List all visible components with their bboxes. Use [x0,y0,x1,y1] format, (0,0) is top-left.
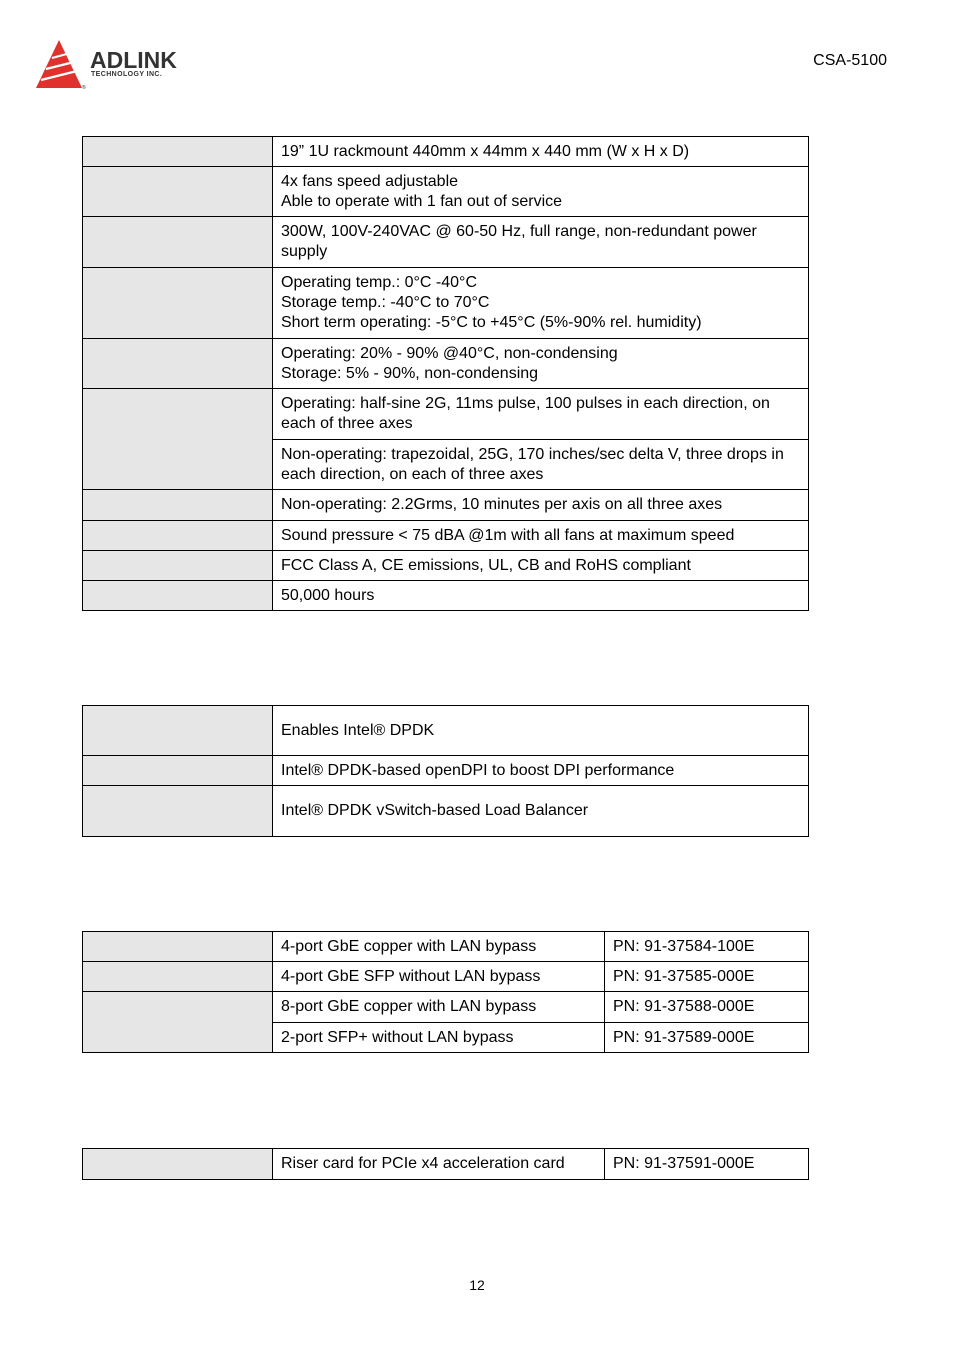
table-row [83,137,809,167]
spec-label-cell [83,581,273,611]
table-row [83,756,809,786]
spec-value-line: Operating temp.: 0°C -40°C [281,274,477,291]
table-row [83,932,809,962]
part-number-cell: PN: 91-37591-000E [605,1149,809,1180]
part-number-cell: PN: 91-37588-000E [605,992,809,1023]
spec-value-cell [273,339,809,389]
spec-label-cell [83,490,273,521]
table-row [83,962,809,992]
spec-table-environment [82,136,809,611]
spec-value-cell [273,490,809,521]
spec-value-line: 4x fans speed adjustable [281,172,459,190]
table-row [83,581,809,611]
module-desc-cell: 4-port GbE copper with LAN bypass [273,932,605,962]
spec-label-cell [83,137,273,167]
spec-value-cell: Intel® DPDK-based openDPI to boost DPI performance [273,756,809,786]
spec-value-cell [273,217,809,268]
spec-label-cell [83,1149,273,1180]
table-row [83,1149,809,1180]
logo-triangle-icon [36,40,82,88]
spec-label-cell [83,932,273,962]
table-row [83,217,809,268]
spec-value-line: 50,000 hours [281,586,375,604]
table-row [83,268,809,339]
module-desc-cell: 8-port GbE copper with LAN bypass [273,992,605,1023]
spec-label-cell [83,339,273,389]
spec-value-cell [273,521,809,551]
spec-value-line: Non-operating: 2.2Grms, 10 minutes per axis on all three axes [281,496,723,513]
spec-label-cell [83,521,273,551]
part-number-cell: PN: 91-37584-100E [605,932,809,962]
document-id: CSA-5100 [813,52,887,69]
adlink-logo [34,38,204,92]
spec-value-cell [273,137,809,167]
spec-value-line: Storage temp.: -40°C to 70°C [281,294,490,311]
module-desc-cell: 2-port SFP+ without LAN bypass [273,1023,605,1053]
spec-value-cell [273,581,809,611]
spec-value-line: Sound pressure < 75 dBA @1m with all fans at maximum speed [281,526,735,544]
page-number: 12 [469,1277,485,1293]
spec-value-cell [273,551,809,581]
spec-value-line: Storage: 5% - 90%, non-condensing [281,364,539,382]
logo-brand-text: ADLINK [90,47,177,73]
spec-value-cell [273,268,809,339]
spec-label-cell [83,786,273,837]
part-number-cell: PN: 91-37589-000E [605,1023,809,1053]
table-row [83,992,809,1023]
spec-table-lan-modules [82,931,809,1053]
part-number-cell: PN: 91-37585-000E [605,962,809,992]
table-row [83,786,809,837]
spec-value-line: Able to operate with 1 fan out of service [281,192,563,210]
spec-value-cell: Enables Intel® DPDK [273,706,809,756]
table-row [83,521,809,551]
spec-label-cell [83,962,273,992]
spec-label-cell [83,551,273,581]
spec-label-cell [83,389,273,490]
spec-value-line: 19” 1U rackmount 440mm x 44mm x 440 mm (W x H x D) [281,142,690,160]
spec-table-riser-card [82,1148,809,1180]
spec-label-cell [83,217,273,268]
spec-value-line: Non-operating: trapezoidal, 25G, 170 inches/sec delta V, three drops in each direction, on each of three axes [281,445,784,483]
spec-label-cell [83,268,273,339]
spec-value-line: 300W, 100V-240VAC @ 60-50 Hz, full range, non-redundant power supply [281,223,757,260]
module-desc-cell: Riser card for PCIe x4 acceleration card [273,1149,605,1180]
spec-label-cell [83,756,273,786]
spec-value-line: Short term operating: -5°C to +45°C (5%-90% rel. humidity) [281,314,702,331]
spec-value-cell [273,440,809,490]
table-row [83,389,809,440]
svg-text:®: ® [82,85,86,91]
spec-value-line: Operating: 20% - 90% @40°C, non-condensing [281,344,618,362]
spec-value-cell [273,167,809,217]
table-row [83,490,809,521]
spec-value-cell [273,389,809,440]
table-row [83,167,809,217]
spec-table-software [82,705,809,837]
table-row [83,551,809,581]
module-desc-cell: 4-port GbE SFP without LAN bypass [273,962,605,992]
table-row [83,706,809,756]
spec-label-cell [83,706,273,756]
spec-label-cell [83,992,273,1053]
spec-value-line: FCC Class A, CE emissions, UL, CB and RoHS compliant [281,556,691,574]
logo-sub-text: TECHNOLOGY INC. [91,71,163,78]
spec-value-line: Operating: half-sine 2G, 11ms pulse, 100 pulses in each direction, on each of three axes [281,395,770,432]
spec-label-cell [83,167,273,217]
spec-value-cell: Intel® DPDK vSwitch-based Load Balancer [273,786,809,837]
table-row [83,339,809,389]
